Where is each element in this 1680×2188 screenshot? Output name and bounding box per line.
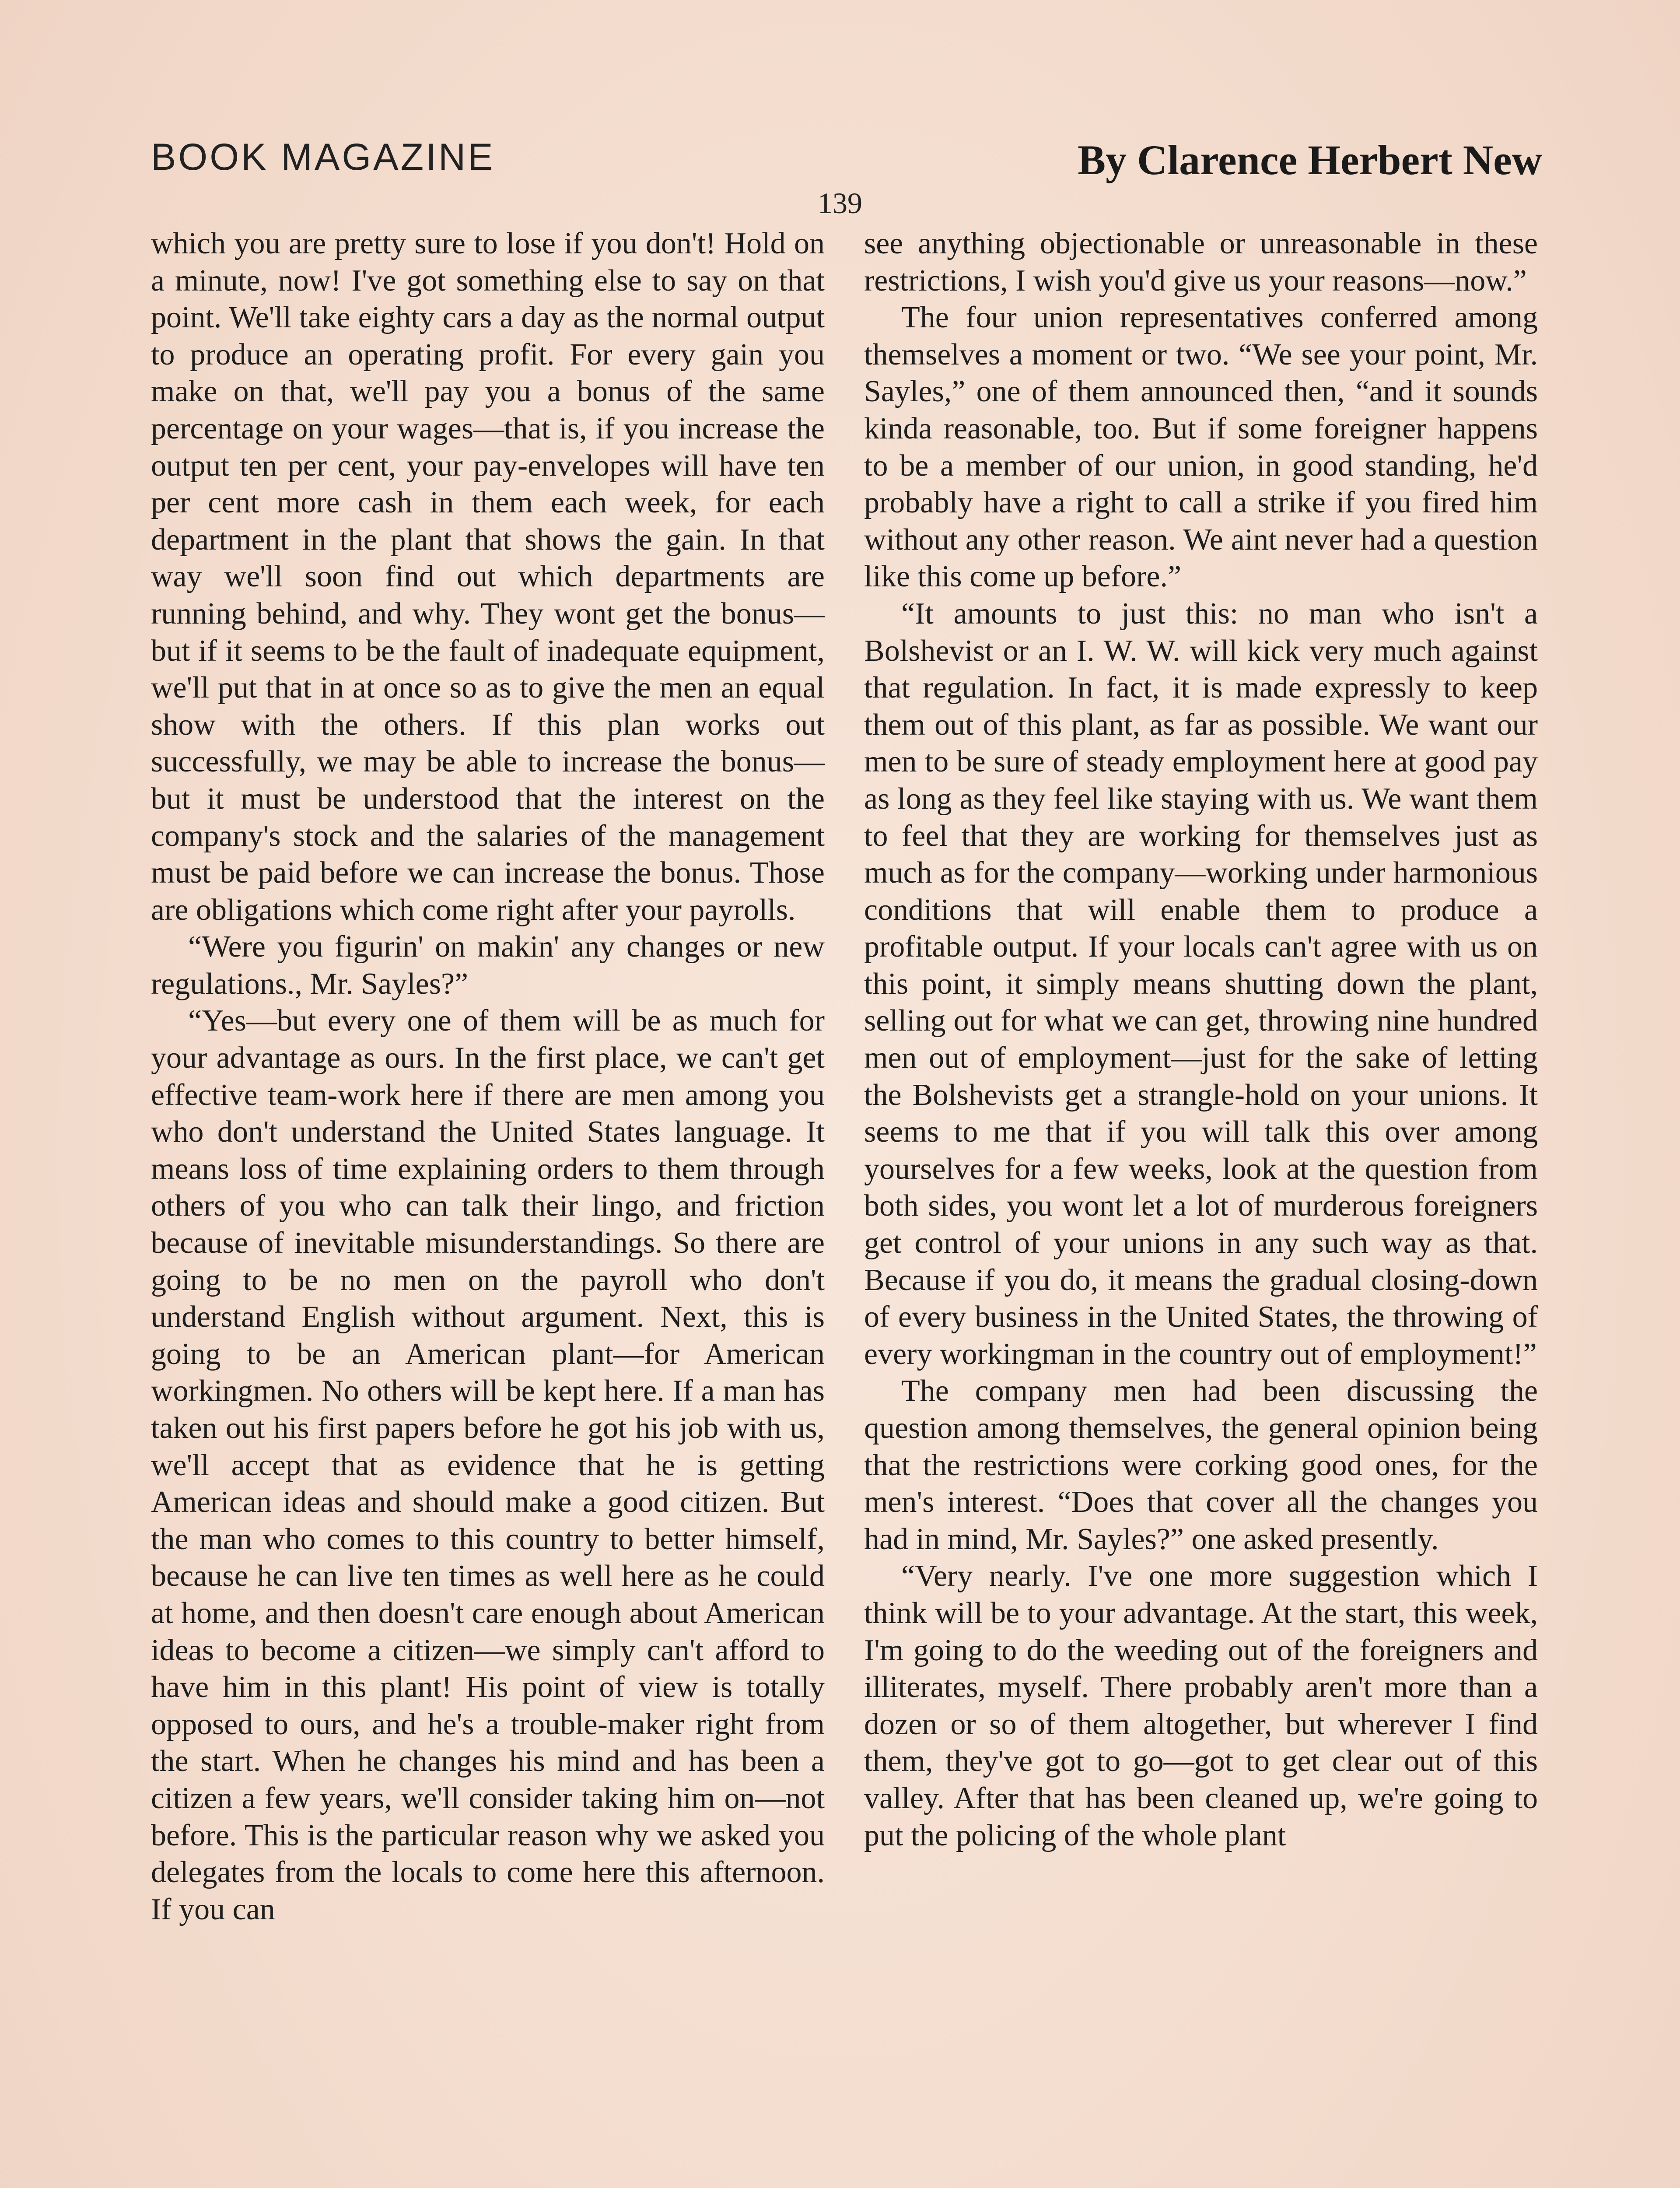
paragraph: The four union representatives conferred among themselves a moment or two. “We see your point, Mr. Sayles,” one of them announced then, “and it sounds kinda reasonable, too. But if some foreigner happens to be a member of our union, in good standing, he'd probably have a right to call a strike if you fired him without any other reason. We aint never had a question like this come up before.”	[864, 301, 1538, 594]
paragraph: which you are pretty sure to lose if you don't! Hold on a minute, now! I've got something else to say on that point. We'll take eighty cars a day as the normal output to produce an operating profit. For every gain you make on that, we'll pay you a bonus of the same percentage on your wages—that is, if you increase the output ten per cent, your pay-envelopes will have ten per cent more cash in them each week, for each department in the plant that shows the gain. In that way we'll soon find out which departments are running behind, and why. They wont get the bonus—but if it seems to be the fault of inadequate equipment, we'll put that in at once so as to give the men an equal show with the others. If this plan works out successfully, we may be able to increase the bonus—but it must be understood that the interest on the company's stock and the salaries of the management must be paid before we can increase the bonus. Those are obligations which come right after your payrolls.	[151, 227, 825, 927]
left-text-column	[151, 225, 825, 2188]
running-head	[151, 131, 1542, 193]
page-number: 139	[818, 186, 862, 220]
magazine-title: BOOK MAGAZINE	[151, 136, 495, 178]
paragraph: “Very nearly. I've one more suggestion which I think will be to your advantage. At the start, this week, I'm going to do the weeding out of the foreigners and illiterates, myself. There probably aren't more than a dozen or so of them altogether, but wherever I find them, they've got to go—got to get clear out of this valley. After that has been cleaned up, we're going to put the policing of the whole plant	[864, 1559, 1538, 1852]
paragraph: “Yes—but every one of them will be as much for your advantage as ours. In the first place, we can't get effective team-work here if there are men among you who don't understand the United States language. It means loss of time explaining orders to them through others of you who can talk their lingo, and friction because of inevitable misunderstandings. So there are going to be no men on the payroll who don't understand English without argument. Next, this is going to be an American plant—for American workingmen. No others will be kept here. If a man has taken out his first papers before he got his job with us, we'll accept that as evidence that he is getting American ideas and should make a good citizen. But the man who comes to this country to better himself, because he can live ten times as well here as he could at home, and then doesn't care enough about American ideas to become a citizen—we simply can't afford to have him in this plant! His point of view is totally opposed to ours, and he's a trouble-maker right from the start. When he changes his mind and has been a citizen a few years, we'll consider taking him on—not before. This is the particular reason why we asked you delegates from the locals to come here this afternoon. If you can	[151, 1004, 825, 1926]
paragraph: The company men had been discussing the question among themselves, the general opinion being that the restrictions were corking good ones, for the men's interest. “Does that cover all the changes you had in mind, Mr. Sayles?” one asked presently.	[864, 1374, 1538, 1556]
author-byline: By Clarence Herbert New	[1078, 137, 1542, 183]
paragraph: “It amounts to just this: no man who isn't a Bolshevist or an I. W. W. will kick very much against that regulation. In fact, it is made expressly to keep them out of this plant, as far as possible. We want our men to be sure of steady employment here at good pay as long as they feel like staying with us. We want them to feel that they are working for themselves just as much as for the company—working under harmonious conditions that will enable them to produce a profitable output. If your locals can't agree with us on this point, it simply means shutting down the plant, selling out for what we can get, throwing nine hundred men out of employment—just for the sake of letting the Bolshevists get a strangle-hold on your unions. It seems to me that if you will talk this over among yourselves for a few weeks, look at the question from both sides, you wont let a lot of murderous foreigners get control of your unions in any such way as that. Because if you do, it means the gradual closing-down of every business in the United States, the throwing of every workingman in the country out of employment!”	[864, 596, 1538, 1371]
paragraph: “Were you figurin' on makin' any changes or new regulations., Mr. Sayles?”	[151, 930, 825, 1001]
right-text-column	[864, 225, 1538, 2188]
paragraph: see anything objectionable or unreasonable in these restrictions, I wish you'd give us your reasons—now.”	[864, 227, 1538, 298]
